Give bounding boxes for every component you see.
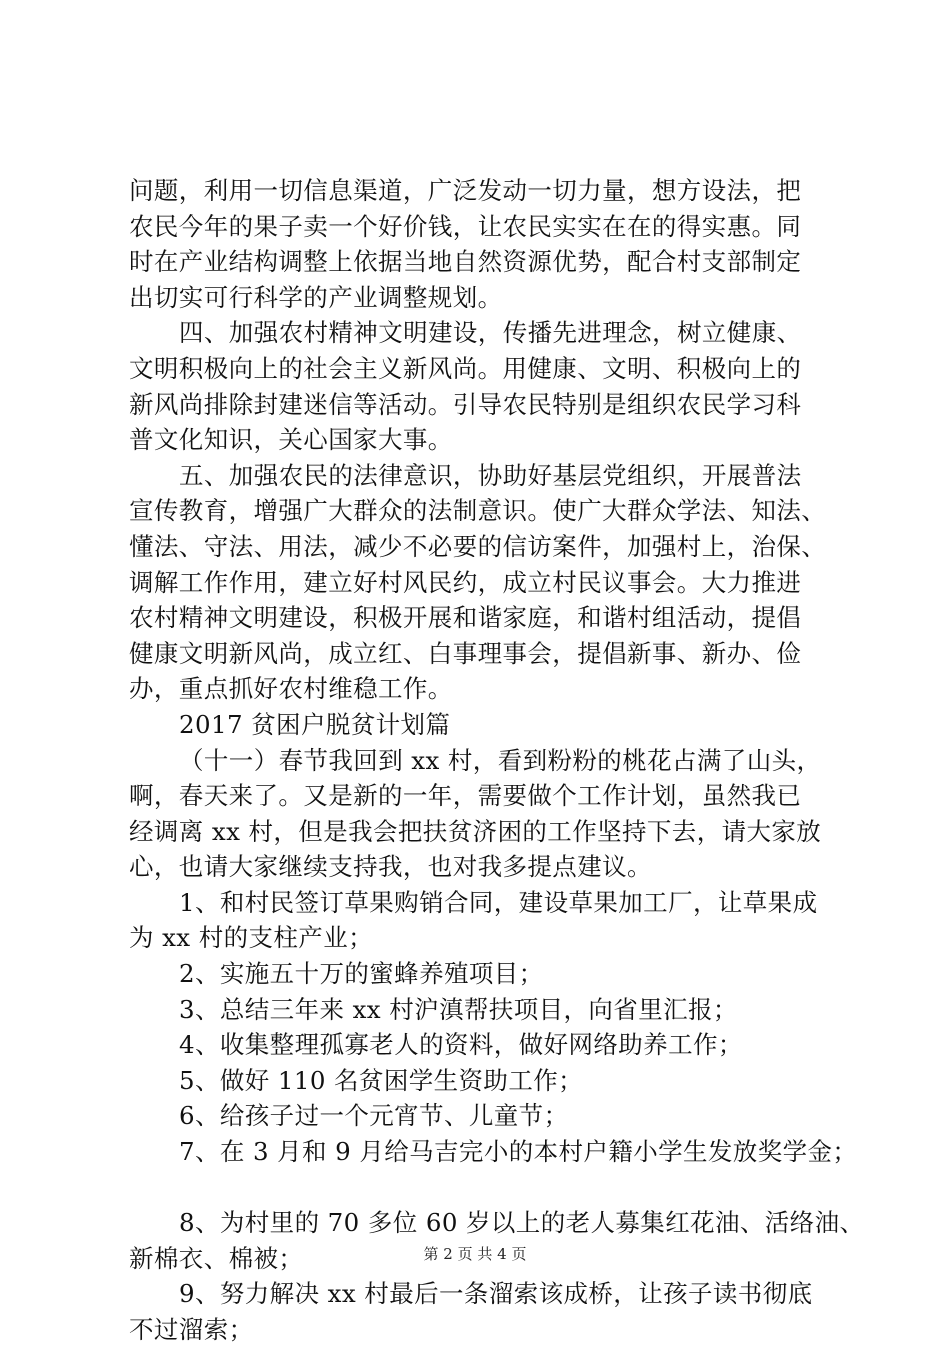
blank-line xyxy=(129,1170,841,1206)
text-line: 3、总结三年来 xx 村沪滇帮扶项目，向省里汇报； xyxy=(179,994,738,1024)
text-line: 普文化知识，关心国家大事。 xyxy=(129,425,453,455)
document-body xyxy=(129,173,865,1348)
text-line: 新棉衣、棉被； xyxy=(129,1243,304,1273)
text-line: 为 xx 村的支柱产业； xyxy=(129,923,374,953)
text-line: 健康文明新风尚，成立红、白事理事会，提倡新事、新办、俭 xyxy=(129,638,802,668)
text-line: 5、做好 110 名贫困学生资助工作； xyxy=(179,1065,584,1095)
text-line: 五、加强农民的法律意识，协助好基层党组织，开展普法 xyxy=(179,460,802,490)
text-line: 宣传教育，增强广大群众的法制意识。使广大群众学法、知法、 xyxy=(129,496,827,526)
text-line: 2、实施五十万的蜜蜂养殖项目； xyxy=(179,959,544,989)
text-line: 心，也请大家继续支持我，也对我多提点建议。 xyxy=(129,852,652,882)
text-line: 懂法、守法、用法，减少不必要的信访案件，加强村上，治保、 xyxy=(129,531,827,561)
text-line: 问题，利用一切信息渠道，广泛发动一切力量，想方设法，把 xyxy=(129,176,802,205)
text-line: 4、收集整理孤寡老人的资料，做好网络助养工作； xyxy=(179,1030,743,1060)
page-footer: 第 2 页 共 4 页 xyxy=(423,1245,527,1263)
text-line: 不过溜索； xyxy=(129,1315,254,1344)
text-line: 啊，春天来了。又是新的一年，需要做个工作计划，虽然我已 xyxy=(129,781,802,811)
text-line: 8、为村里的 70 多位 60 岁以上的老人募集红花油、活络油、 xyxy=(179,1208,865,1238)
text-line: 出切实可行科学的产业调整规划。 xyxy=(129,282,503,312)
text-line: 农民今年的果子卖一个好价钱，让农民实实在在的得实惠。同 xyxy=(129,211,802,241)
text-line: 农村精神文明建设，积极开展和谐家庭，和谐村组活动，提倡 xyxy=(129,603,802,633)
text-line: 调解工作作用，建立好村风民约，成立村民议事会。大力推进 xyxy=(129,567,802,597)
text-line: 2017 贫困户脱贫计划篇 xyxy=(179,709,451,739)
text-line: 办，重点抓好农村维稳工作。 xyxy=(129,674,453,704)
text-line: 时在产业结构调整上依据当地自然资源优势，配合村支部制定 xyxy=(129,247,802,277)
text-line: 6、给孩子过一个元宵节、儿童节； xyxy=(179,1101,569,1131)
text-line: 7、在 3 月和 9 月给马吉完小的本村户籍小学生发放奖学金； xyxy=(179,1137,858,1167)
text-line: 9、努力解决 xx 村最后一条溜索该成桥，让孩子读书彻底 xyxy=(179,1279,813,1309)
text-line: 文明积极向上的社会主义新风尚。用健康、文明、积极向上的 xyxy=(129,353,802,383)
text-line: （十一）春节我回到 xx 村，看到粉粉的桃花占满了山头， xyxy=(179,745,822,775)
text-line: 经调离 xx 村，但是我会把扶贫济困的工作坚持下去，请大家放 xyxy=(129,816,822,846)
text-line: 新风尚排除封建迷信等活动。引导农民特别是组织农民学习科 xyxy=(129,389,802,419)
text-line: 四、加强农村精神文明建设，传播先进理念，树立健康、 xyxy=(179,318,802,348)
text-line: 1、和村民签订草果购销合同，建设草果加工厂，让草果成 xyxy=(179,887,818,917)
